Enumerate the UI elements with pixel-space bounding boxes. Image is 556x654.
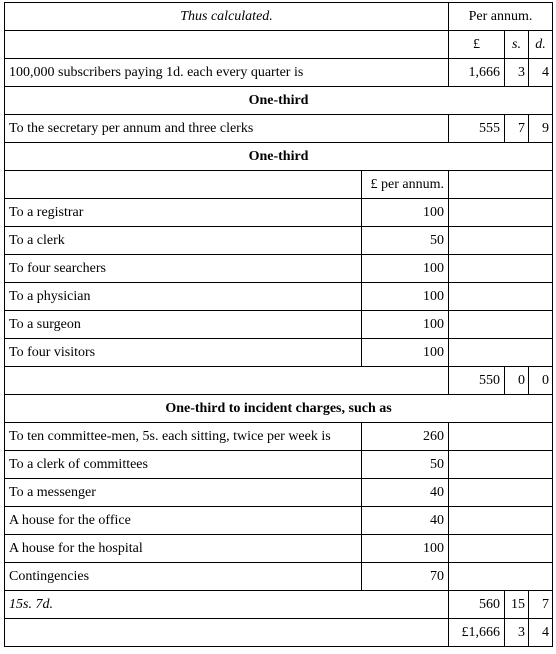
row-amount: 50 [362, 451, 449, 479]
row-label: To ten committee-men, 5s. each sitting, twice per week is [5, 423, 362, 451]
table-row [5, 479, 553, 507]
pence-header: d. [529, 31, 553, 59]
row-label: To a clerk [5, 227, 362, 255]
table-row [5, 283, 553, 311]
section3-total-shillings: 15 [505, 591, 529, 619]
table-row [5, 311, 553, 339]
section2-total-pounds: 550 [449, 367, 505, 395]
per-annum-header: Per annum. [449, 3, 553, 31]
row-label: To a messenger [5, 479, 362, 507]
row-amount: 70 [362, 563, 449, 591]
row-amount: 40 [362, 507, 449, 535]
row-amount: 260 [362, 423, 449, 451]
section2-heading: One-third [5, 143, 553, 171]
row-amount: 100 [362, 535, 449, 563]
section1-label: To the secretary per annum and three clerks [5, 115, 449, 143]
section3-total-note: 15s. 7d. [5, 591, 449, 619]
section3-heading: One-third to incident charges, such as [5, 395, 553, 423]
table-row [5, 199, 553, 227]
row-amount: 100 [362, 339, 449, 367]
table-row [5, 507, 553, 535]
pound-per-annum-header: £ per annum. [362, 171, 449, 199]
row-label: To a physician [5, 283, 362, 311]
row-amount: 100 [362, 255, 449, 283]
row-amount: 100 [362, 283, 449, 311]
table-row [5, 423, 553, 451]
section-heading [5, 143, 553, 171]
section1-pounds: 555 [449, 115, 505, 143]
grand-total-pounds: £1,666 [449, 619, 505, 647]
row-amount: 100 [362, 199, 449, 227]
section1-heading: One-third [5, 87, 553, 115]
income-label: 100,000 subscribers paying 1d. each every quarter is [5, 59, 449, 87]
income-pounds: 1,666 [449, 59, 505, 87]
section1-pence: 9 [529, 115, 553, 143]
row-label: Contingencies [5, 563, 362, 591]
section2-total-row [5, 367, 553, 395]
income-row [5, 59, 553, 87]
header-row [5, 3, 553, 31]
table-row [5, 255, 553, 283]
section1-shillings: 7 [505, 115, 529, 143]
row-label: To four visitors [5, 339, 362, 367]
section2-total-pence: 0 [529, 367, 553, 395]
section-heading [5, 87, 553, 115]
shilling-header: s. [505, 31, 529, 59]
income-shillings: 3 [505, 59, 529, 87]
table-row [5, 115, 553, 143]
row-label: A house for the office [5, 507, 362, 535]
grand-total-shillings: 3 [505, 619, 529, 647]
section3-total-row [5, 591, 553, 619]
table-row [5, 339, 553, 367]
section2-total-shillings: 0 [505, 367, 529, 395]
income-pence: 4 [529, 59, 553, 87]
table-row [5, 535, 553, 563]
section-heading [5, 395, 553, 423]
grand-total-pence: 4 [529, 619, 553, 647]
pound-header: £ [449, 31, 505, 59]
row-label: A house for the hospital [5, 535, 362, 563]
table-row [5, 451, 553, 479]
row-amount: 100 [362, 311, 449, 339]
column-header-row [5, 171, 553, 199]
row-label: To four searchers [5, 255, 362, 283]
currency-header-row [5, 31, 553, 59]
row-label: To a clerk of committees [5, 451, 362, 479]
grand-total-row [5, 619, 553, 647]
row-label: To a surgeon [5, 311, 362, 339]
section3-total-pounds: 560 [449, 591, 505, 619]
table-row [5, 563, 553, 591]
accounts-table [4, 2, 553, 647]
row-amount: 40 [362, 479, 449, 507]
table-row [5, 227, 553, 255]
section3-total-pence: 7 [529, 591, 553, 619]
row-label: To a registrar [5, 199, 362, 227]
row-amount: 50 [362, 227, 449, 255]
table-title: Thus calculated. [5, 3, 449, 31]
